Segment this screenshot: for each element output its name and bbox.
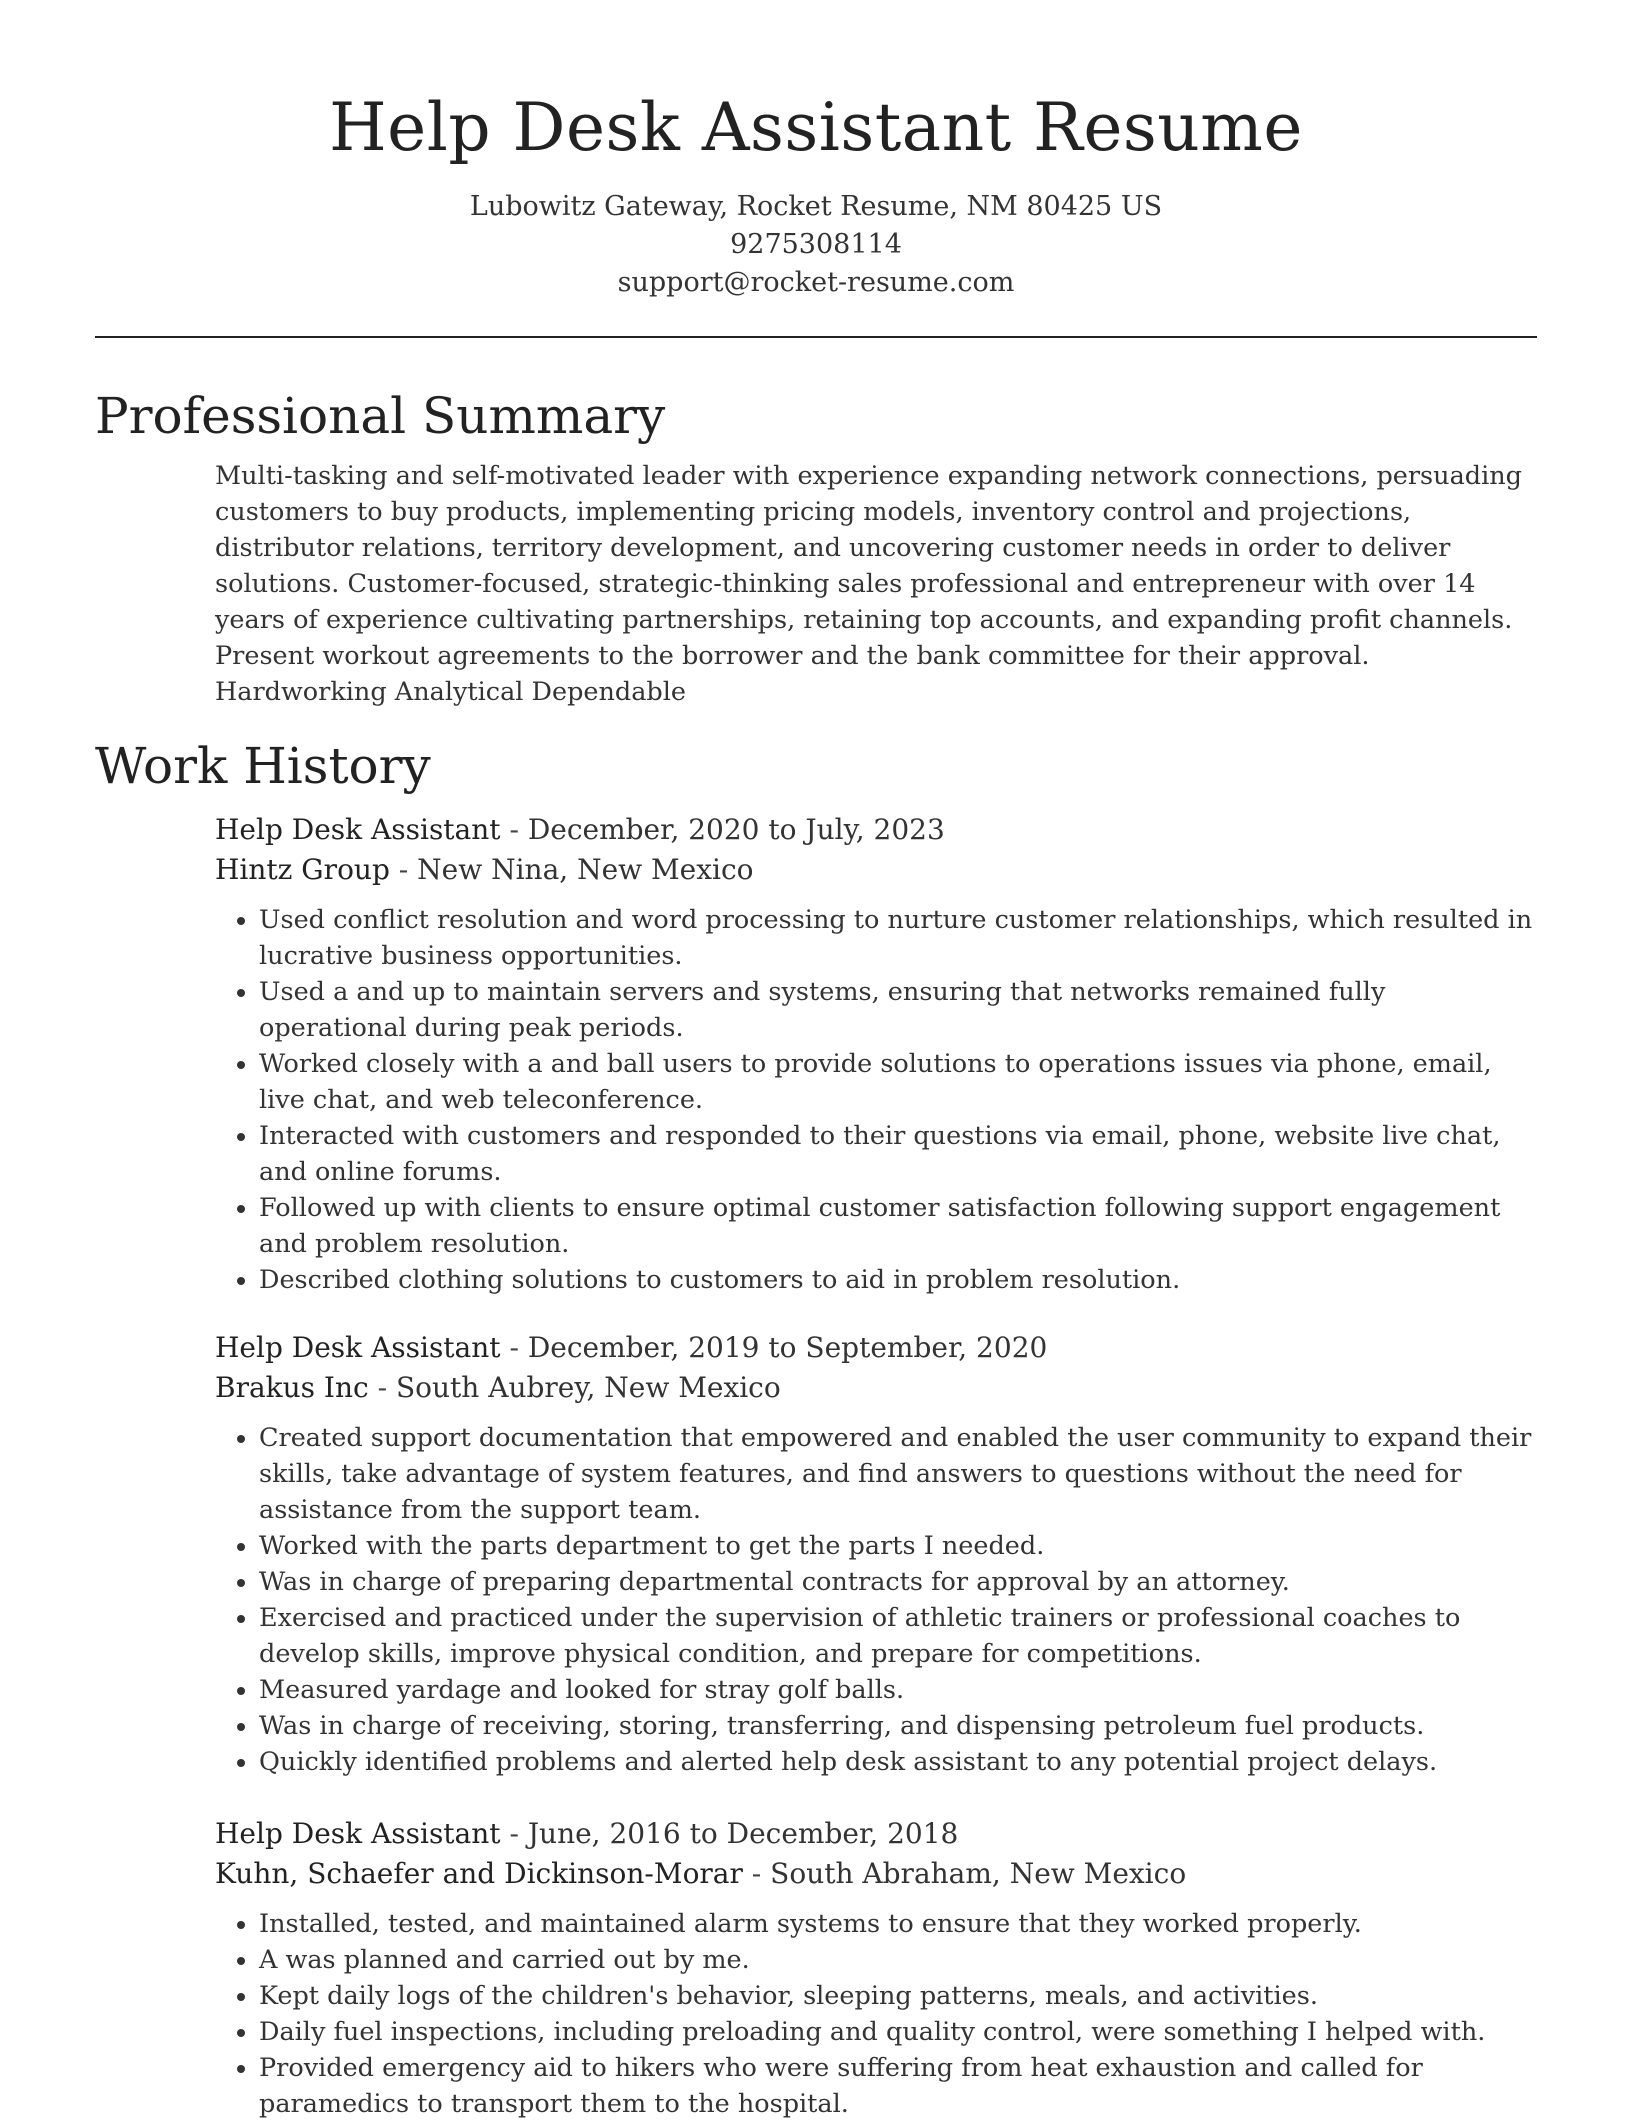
list-item: • Quickly identified problems and alerted help desk assistant to any potential project delays. xyxy=(259,1744,1537,1780)
list-item: • Worked closely with a and ball users to provide solutions to operations issues via phone, email, live chat, and web teleconference. xyxy=(259,1046,1537,1118)
list-item: • Installed, tested, and maintained alarm systems to ensure that they worked properly. xyxy=(259,1906,1537,1942)
list-item: • Kept daily logs of the children's behavior, sleeping patterns, meals, and activities. xyxy=(259,1978,1537,2014)
job-role: Help Desk Assistant xyxy=(215,1817,501,1850)
job-company: Hintz Group xyxy=(215,853,390,886)
job-entry xyxy=(215,810,1537,1298)
job-dates: December, 2020 to July, 2023 xyxy=(527,813,945,846)
job-role: Help Desk Assistant xyxy=(215,1331,501,1364)
job-role: Help Desk Assistant xyxy=(215,813,501,846)
job-title-line: Help Desk Assistant - December, 2020 to July, 2023 xyxy=(215,813,945,846)
job-company-line: Kuhn, Schaefer and Dickinson-Morar - South Abraham, New Mexico xyxy=(215,1857,1187,1890)
job-title-line: Help Desk Assistant - December, 2019 to September, 2020 xyxy=(215,1331,1048,1364)
list-item: • Worked with the parts department to get the parts I needed. xyxy=(259,1528,1537,1564)
list-item: • Described clothing solutions to customers to aid in problem resolution. xyxy=(259,1262,1537,1298)
list-item: • A was planned and carried out by me. xyxy=(259,1942,1537,1978)
work-history-heading: Work History xyxy=(95,737,431,795)
summary-heading: Professional Summary xyxy=(95,387,666,445)
contact-block xyxy=(95,188,1537,302)
list-item: • Used a and up to maintain servers and systems, ensuring that networks remained fully operational during peak periods. xyxy=(259,974,1537,1046)
contact-phone: 9275308114 xyxy=(730,229,902,260)
header-divider xyxy=(95,336,1537,338)
job-entry xyxy=(215,1328,1537,1780)
job-bullets xyxy=(215,902,1537,1298)
list-item: • Used conflict resolution and word processing to nurture customer relationships, which resulted in lucrative business opportunities. xyxy=(259,902,1537,974)
summary-text: Multi-tasking and self-motivated leader with experience expanding network connections, persuading customers to buy products, implementing pricing models, inventory control and projections, distributor relations, territory development, and uncovering customer needs in order to deliver solutions. Customer-focused, strategic-thinking sales professional and entrepreneur with over 14 years of experience cultivating partnerships, retaining top accounts, and expanding profit channels. Present workout agreements to the borrower and the bank committee for their approval. Hardworking Analytical Dependable xyxy=(215,461,1522,707)
page-title: Help Desk Assistant Resume xyxy=(329,89,1303,166)
list-item: • Provided emergency aid to hikers who were suffering from heat exhaustion and called for paramedics to transport them to the hospital. xyxy=(259,2050,1537,2122)
list-item: • Exercised and practiced under the supervision of athletic trainers or professional coaches to develop skills, improve physical condition, and prepare for competitions. xyxy=(259,1600,1537,1672)
list-item: • Was in charge of receiving, storing, transferring, and dispensing petroleum fuel products. xyxy=(259,1708,1537,1744)
job-company: Kuhn, Schaefer and Dickinson-Morar xyxy=(215,1857,743,1890)
job-location: South Abraham, New Mexico xyxy=(770,1857,1187,1890)
list-item: • Interacted with customers and responded to their questions via email, phone, website live chat, and online forums. xyxy=(259,1118,1537,1190)
job-location: South Aubrey, New Mexico xyxy=(395,1371,781,1404)
list-item: • Measured yardage and looked for stray golf balls. xyxy=(259,1672,1537,1708)
job-location: New Nina, New Mexico xyxy=(417,853,754,886)
list-item: • Daily fuel inspections, including preloading and quality control, were something I helped with. xyxy=(259,2014,1537,2050)
job-company: Brakus Inc xyxy=(215,1371,369,1404)
job-company-line: Hintz Group - New Nina, New Mexico xyxy=(215,853,754,886)
list-item: • Followed up with clients to ensure optimal customer satisfaction following support engagement and problem resolution. xyxy=(259,1190,1537,1262)
list-item: • Was in charge of preparing departmental contracts for approval by an attorney. xyxy=(259,1564,1537,1600)
list-item: • Created support documentation that empowered and enabled the user community to expand their skills, take advantage of system features, and find answers to questions without the need for assistance from the support team. xyxy=(259,1420,1537,1528)
job-dates: December, 2019 to September, 2020 xyxy=(527,1331,1048,1364)
contact-email: support@rocket-resume.com xyxy=(617,267,1015,298)
job-entry xyxy=(215,1814,1537,2122)
job-company-line: Brakus Inc - South Aubrey, New Mexico xyxy=(215,1371,781,1404)
job-bullets xyxy=(215,1906,1537,2122)
contact-address: Lubowitz Gateway, Rocket Resume, NM 80425 US xyxy=(469,191,1163,222)
job-dates: June, 2016 to December, 2018 xyxy=(527,1817,959,1850)
job-bullets xyxy=(215,1420,1537,1780)
job-title-line: Help Desk Assistant - June, 2016 to December, 2018 xyxy=(215,1817,959,1850)
